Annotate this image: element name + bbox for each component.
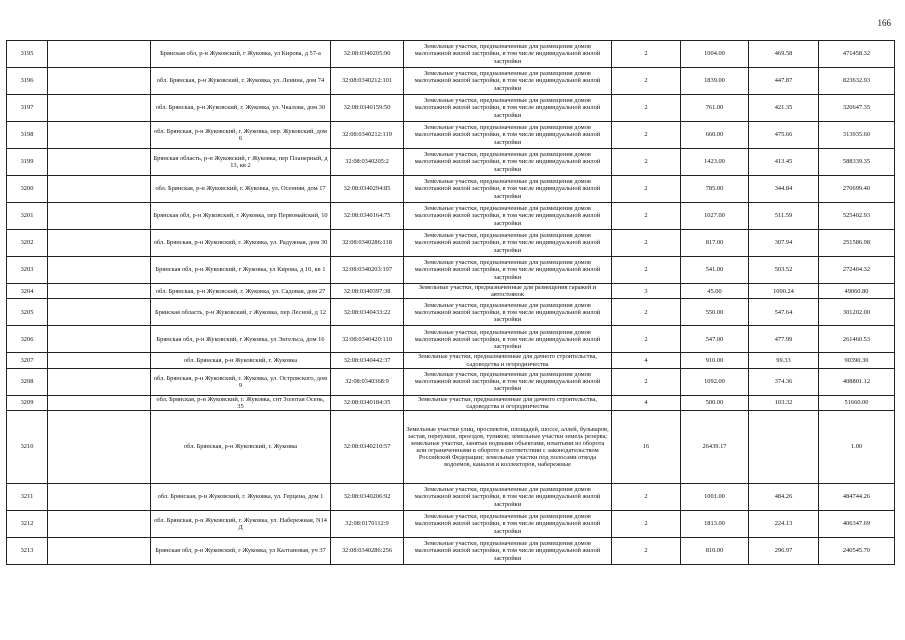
address-cell: Брянская обл, р-н Жуковский, г Жуковка, ул Энгельса, дом 16 [151, 326, 331, 353]
group-code-cell: 2 [612, 326, 681, 353]
cadastral-value-cell: 251586.98 [819, 230, 895, 257]
land-use-cell: Земельные участки улиц, проспектов, площадей, шоссе, аллей, бульваров, застав, переулков, проездов, тупиков; земельные участки земель резерва; земельные участки, занятые водными объектами, изъятыми из оборота или ограниченными в обороте в соответствии с законодательством Российской Федерации; земельные участки под полосами отвода водоемов, каналов и коллекторов, набережные [404, 411, 612, 484]
empty-cell [48, 257, 151, 284]
cadastral-number-cell: 32:08:0340420:110 [331, 326, 404, 353]
address-cell: обл. Брянская, р-н Жуковский, г. Жуковка [151, 411, 331, 484]
group-code-cell: 2 [612, 95, 681, 122]
area-cell: 1839.00 [681, 68, 749, 95]
area-cell: 550.00 [681, 299, 749, 326]
group-code-cell: 2 [612, 484, 681, 511]
table-row [7, 95, 895, 122]
land-use-cell: Земельные участки, предназначенные для размещения домов малоэтажной жилой застройки, в том числе индивидуальной жилой застройки [404, 368, 612, 395]
address-cell: обл. Брянская, р-н Жуковский, г. Жуковка, ул. Набережная, N14 Д [151, 511, 331, 538]
cadastral-value-cell: 90390.30 [819, 353, 895, 368]
area-cell: 1423.00 [681, 149, 749, 176]
cadastral-value-cell: 406347.69 [819, 511, 895, 538]
row-number: 3211 [7, 484, 48, 511]
cadastral-number-cell: 32:08:0340206:92 [331, 484, 404, 511]
table-row [7, 326, 895, 353]
group-code-cell: 2 [612, 176, 681, 203]
row-number: 3196 [7, 68, 48, 95]
land-use-cell: Земельные участки, предназначенные для размещения домов малоэтажной жилой застройки, в том числе индивидуальной жилой застройки [404, 511, 612, 538]
unit-value-cell: 421.35 [749, 95, 819, 122]
land-use-cell: Земельные участки, предназначенные для дачного строительства, садоводства и огородничества [404, 353, 612, 368]
row-number: 3212 [7, 511, 48, 538]
address-cell: обл. Брянская, р-н Жуковский, г. Жуковка, ул. Радужная, дом 30 [151, 230, 331, 257]
cadastral-number-cell: 32:08:0170112:9 [331, 511, 404, 538]
row-number: 3201 [7, 203, 48, 230]
empty-cell [48, 326, 151, 353]
empty-cell [48, 284, 151, 299]
cadastral-value-cell: 320647.35 [819, 95, 895, 122]
address-cell: Брянская обл, р-н Жуковский, г Жуковка, пер Первомайский, 10 [151, 203, 331, 230]
address-cell: обл. Брянская, р-н Жуковский, г. Жуковка, ул. Герцена, дом 1 [151, 484, 331, 511]
unit-value-cell: 484.26 [749, 484, 819, 511]
unit-value-cell: 224.13 [749, 511, 819, 538]
unit-value-cell: 1090.24 [749, 284, 819, 299]
land-use-cell: Земельные участки, предназначенные для размещения домов малоэтажной жилой застройки, в том числе индивидуальной жилой застройки [404, 203, 612, 230]
empty-cell [48, 230, 151, 257]
table-row [7, 149, 895, 176]
cadastral-value-cell: 51660.00 [819, 395, 895, 410]
area-cell: 1092.00 [681, 368, 749, 395]
row-number: 3207 [7, 353, 48, 368]
address-cell: обл. Брянская, р-н Жуковский, г. Жуковка, ул. Ленина, дом 74 [151, 68, 331, 95]
address-cell: обл. Брянская, р-н Жуковский, г. Жуковка [151, 353, 331, 368]
row-number: 3203 [7, 257, 48, 284]
land-registry-table [6, 40, 895, 565]
area-cell: 1813.00 [681, 511, 749, 538]
cadastral-number-cell: 32:08:0340205:90 [331, 41, 404, 68]
table-row [7, 41, 895, 68]
group-code-cell: 2 [612, 68, 681, 95]
empty-cell [48, 95, 151, 122]
address-cell: Брянская область, р-н Жуковский, г Жуковка, пер Планерный, д 13, кв 2 [151, 149, 331, 176]
land-use-cell: Земельные участки, предназначенные для размещения домов малоэтажной жилой застройки, в том числе индивидуальной жилой застройки [404, 484, 612, 511]
land-use-cell: Земельные участки, предназначенные для размещения гаражей и автостоянок [404, 284, 612, 299]
row-number: 3199 [7, 149, 48, 176]
row-number: 3213 [7, 538, 48, 565]
land-use-cell: Земельные участки, предназначенные для размещения домов малоэтажной жилой застройки, в том числе индивидуальной жилой застройки [404, 257, 612, 284]
row-number: 3209 [7, 395, 48, 410]
cadastral-value-cell: 261460.53 [819, 326, 895, 353]
table-row [7, 353, 895, 368]
unit-value-cell [749, 411, 819, 484]
land-use-cell: Земельные участки, предназначенные для размещения домов малоэтажной жилой застройки, в том числе индивидуальной жилой застройки [404, 299, 612, 326]
cadastral-value-cell: 471458.32 [819, 41, 895, 68]
row-number: 3208 [7, 368, 48, 395]
empty-cell [48, 176, 151, 203]
area-cell: 817.00 [681, 230, 749, 257]
row-number: 3195 [7, 41, 48, 68]
empty-cell [48, 299, 151, 326]
row-number: 3200 [7, 176, 48, 203]
cadastral-value-cell: 301202.00 [819, 299, 895, 326]
group-code-cell: 4 [612, 395, 681, 410]
empty-cell [48, 353, 151, 368]
address-cell: Брянская обл, р-н Жуковский, г Жуковка, ул Кирова, д 10, кв 1 [151, 257, 331, 284]
row-number: 3205 [7, 299, 48, 326]
cadastral-value-cell: 270699.40 [819, 176, 895, 203]
area-cell: 785.00 [681, 176, 749, 203]
group-code-cell: 2 [612, 299, 681, 326]
land-use-cell: Земельные участки, предназначенные для размещения домов малоэтажной жилой застройки, в том числе индивидуальной жилой застройки [404, 41, 612, 68]
cadastral-number-cell: 32:08:0340442:37 [331, 353, 404, 368]
cadastral-value-cell: 313935.60 [819, 122, 895, 149]
group-code-cell: 2 [612, 511, 681, 538]
table-row [7, 484, 895, 511]
page-number: 166 [877, 18, 891, 28]
land-use-cell: Земельные участки, предназначенные для дачного строительства, садоводства и огородничества [404, 395, 612, 410]
address-cell: обл. Брянская, р-н Жуковский, г. Жуковка, пер. Жуковский, дом 6 [151, 122, 331, 149]
group-code-cell: 2 [612, 122, 681, 149]
area-cell: 541.00 [681, 257, 749, 284]
cadastral-value-cell: 408801.12 [819, 368, 895, 395]
cadastral-number-cell: 32:08:0340212:119 [331, 122, 404, 149]
area-cell: 1004.00 [681, 41, 749, 68]
land-use-cell: Земельные участки, предназначенные для размещения домов малоэтажной жилой застройки, в том числе индивидуальной жилой застройки [404, 538, 612, 565]
unit-value-cell: 413.45 [749, 149, 819, 176]
area-cell: 547.00 [681, 326, 749, 353]
empty-cell [48, 511, 151, 538]
cadastral-value-cell: 1.00 [819, 411, 895, 484]
group-code-cell: 16 [612, 411, 681, 484]
area-cell: 45.00 [681, 284, 749, 299]
table-row [7, 176, 895, 203]
land-use-cell: Земельные участки, предназначенные для размещения домов малоэтажной жилой застройки, в том числе индивидуальной жилой застройки [404, 230, 612, 257]
land-use-cell: Земельные участки, предназначенные для размещения домов малоэтажной жилой застройки, в том числе индивидуальной жилой застройки [404, 95, 612, 122]
area-cell: 761.00 [681, 95, 749, 122]
cadastral-number-cell: 32:08:0340286:118 [331, 230, 404, 257]
cadastral-value-cell: 484744.26 [819, 484, 895, 511]
cadastral-number-cell: 32:08:0340203:197 [331, 257, 404, 284]
address-cell: обл. Брянская, р-н Жуковский, г. Жуковка, ул. Осенняя, дом 17 [151, 176, 331, 203]
cadastral-value-cell: 525402.93 [819, 203, 895, 230]
address-cell: обл. Брянская, р-н Жуковский, г. Жуковка, снт Золотая Осень, 35 [151, 395, 331, 410]
area-cell: 26439.17 [681, 411, 749, 484]
cadastral-value-cell: 49060.80 [819, 284, 895, 299]
empty-cell [48, 41, 151, 68]
cadastral-number-cell: 32:08:0340433:22 [331, 299, 404, 326]
group-code-cell: 2 [612, 230, 681, 257]
empty-cell [48, 484, 151, 511]
unit-value-cell: 374.36 [749, 368, 819, 395]
unit-value-cell: 511.59 [749, 203, 819, 230]
row-number: 3198 [7, 122, 48, 149]
empty-cell [48, 149, 151, 176]
cadastral-number-cell: 32:08:0340212:101 [331, 68, 404, 95]
table-row [7, 368, 895, 395]
address-cell: Брянская обл, р-н Жуковский, г Жуковка, ул Калтановая, уч 37 [151, 538, 331, 565]
area-cell: 1027.00 [681, 203, 749, 230]
address-cell: обл. Брянская, р-н Жуковский, г. Жуковка, ул. Островского, дом 9 [151, 368, 331, 395]
table-row [7, 68, 895, 95]
group-code-cell: 2 [612, 257, 681, 284]
land-use-cell: Земельные участки, предназначенные для размещения домов малоэтажной жилой застройки, в том числе индивидуальной жилой застройки [404, 68, 612, 95]
group-code-cell: 2 [612, 538, 681, 565]
address-cell: обл. Брянская, р-н Жуковский, г. Жуковка, ул. Садовая, дом 27 [151, 284, 331, 299]
cadastral-value-cell: 588339.35 [819, 149, 895, 176]
row-number: 3206 [7, 326, 48, 353]
unit-value-cell: 547.64 [749, 299, 819, 326]
cadastral-number-cell: 32:08:0340164:75 [331, 203, 404, 230]
cadastral-number-cell: 32:08:0340205:2 [331, 149, 404, 176]
cadastral-number-cell: 32:08:0340159:50 [331, 95, 404, 122]
empty-cell [48, 395, 151, 410]
cadastral-number-cell: 32:08:0340397:38 [331, 284, 404, 299]
cadastral-number-cell: 32:08:0340184:35 [331, 395, 404, 410]
unit-value-cell: 447.87 [749, 68, 819, 95]
empty-cell [48, 68, 151, 95]
table-row [7, 230, 895, 257]
row-number: 3202 [7, 230, 48, 257]
row-number: 3204 [7, 284, 48, 299]
cadastral-number-cell: 32:08:0340286:256 [331, 538, 404, 565]
cadastral-number-cell: 32:08:0340210:57 [331, 411, 404, 484]
address-cell: Брянская обл, р-н Жуковский, г Жуковка, ул Кирова, д 57-а [151, 41, 331, 68]
area-cell: 1001.00 [681, 484, 749, 511]
unit-value-cell: 469.58 [749, 41, 819, 68]
cadastral-number-cell: 32:08:0340294:85 [331, 176, 404, 203]
land-use-cell: Земельные участки, предназначенные для размещения домов малоэтажной жилой застройки, в том числе индивидуальной жилой застройки [404, 176, 612, 203]
address-cell: Брянская область, р-н Жуковский, г Жуковка, пер Лесной, д 12 [151, 299, 331, 326]
row-number: 3210 [7, 411, 48, 484]
land-use-cell: Земельные участки, предназначенные для размещения домов малоэтажной жилой застройки, в том числе индивидуальной жилой застройки [404, 122, 612, 149]
empty-cell [48, 368, 151, 395]
area-cell: 660.00 [681, 122, 749, 149]
unit-value-cell: 503.52 [749, 257, 819, 284]
group-code-cell: 4 [612, 353, 681, 368]
row-number: 3197 [7, 95, 48, 122]
group-code-cell: 2 [612, 203, 681, 230]
table-row [7, 411, 895, 484]
table-row [7, 203, 895, 230]
unit-value-cell: 475.66 [749, 122, 819, 149]
empty-cell [48, 122, 151, 149]
cadastral-value-cell: 272404.32 [819, 257, 895, 284]
group-code-cell: 3 [612, 284, 681, 299]
land-use-cell: Земельные участки, предназначенные для размещения домов малоэтажной жилой застройки, в том числе индивидуальной жилой застройки [404, 149, 612, 176]
registry-body [7, 41, 895, 565]
unit-value-cell: 103.32 [749, 395, 819, 410]
unit-value-cell: 477.99 [749, 326, 819, 353]
table-row [7, 122, 895, 149]
table-row [7, 257, 895, 284]
cadastral-number-cell: 32:08:0340368:9 [331, 368, 404, 395]
area-cell: 810.00 [681, 538, 749, 565]
table-row [7, 299, 895, 326]
address-cell: обл. Брянская, р-н Жуковский, г. Жуковка, ул. Чкалова, дом 30 [151, 95, 331, 122]
cadastral-value-cell: 823632.93 [819, 68, 895, 95]
empty-cell [48, 538, 151, 565]
cadastral-value-cell: 240545.70 [819, 538, 895, 565]
unit-value-cell: 344.84 [749, 176, 819, 203]
group-code-cell: 2 [612, 368, 681, 395]
area-cell: 500.00 [681, 395, 749, 410]
table-row [7, 395, 895, 410]
table-row [7, 284, 895, 299]
unit-value-cell: 296.97 [749, 538, 819, 565]
empty-cell [48, 203, 151, 230]
table-row [7, 511, 895, 538]
unit-value-cell: 307.94 [749, 230, 819, 257]
table-row [7, 538, 895, 565]
group-code-cell: 2 [612, 149, 681, 176]
land-use-cell: Земельные участки, предназначенные для размещения домов малоэтажной жилой застройки, в том числе индивидуальной жилой застройки [404, 326, 612, 353]
group-code-cell: 2 [612, 41, 681, 68]
unit-value-cell: 99.33 [749, 353, 819, 368]
empty-cell [48, 411, 151, 484]
area-cell: 910.00 [681, 353, 749, 368]
